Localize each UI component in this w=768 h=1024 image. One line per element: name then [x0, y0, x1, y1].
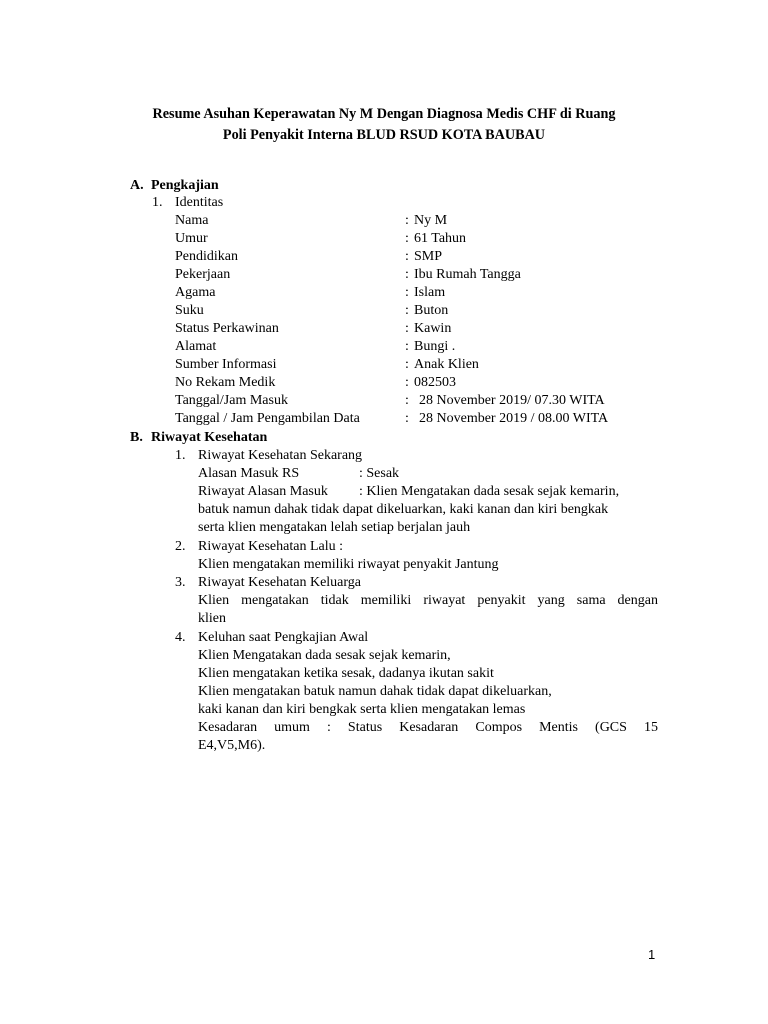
riwayat-alasan-label: Riwayat Alasan Masuk: [198, 484, 328, 499]
identitas-label-status-perkawinan: Status Perkawinan: [175, 321, 279, 336]
identitas-sep: :: [405, 267, 409, 282]
section-a-letter: A.: [130, 178, 144, 193]
b4-line-6: E4,V5,M6).: [198, 738, 266, 753]
identitas-label-pekerjaan: Pekerjaan: [175, 267, 231, 282]
identitas-value-suku: Buton: [414, 303, 449, 318]
b3-label: Riwayat Kesehatan Keluarga: [198, 575, 362, 590]
identitas-sep: :: [405, 249, 409, 264]
document-title: [0, 104, 768, 146]
b2-line-1: Klien mengatakan memiliki riwayat penyakit Jantung: [198, 557, 499, 572]
identitas-sep: :: [405, 321, 409, 336]
identitas-sep: :: [405, 375, 409, 390]
b4-line-2: Klien mengatakan ketika sesak, dadanya ikutan sakit: [198, 666, 494, 681]
identitas-sep: :: [405, 213, 409, 228]
identitas-value-alamat: Bungi .: [414, 339, 456, 354]
identitas-label: Identitas: [175, 195, 224, 210]
identitas-label-tanggal-masuk: Tanggal/Jam Masuk: [175, 393, 288, 408]
identitas-sep: :: [405, 231, 409, 246]
identitas-label-umur: Umur: [175, 231, 208, 246]
b3-line-1: Klien mengatakan tidak memiliki riwayat penyakit yang sama dengan: [198, 593, 658, 608]
title-line-2: Poli Penyakit Interna BLUD RSUD KOTA BAUBAU: [222, 127, 546, 143]
riwayat-alasan-line-2: batuk namun dahak tidak dapat dikeluarkan, kaki kanan dan kiri bengkak: [198, 502, 609, 517]
identitas-sep: :: [405, 393, 409, 408]
identitas-value-status-perkawinan: Kawin: [414, 321, 452, 336]
b2-label: Riwayat Kesehatan Lalu :: [198, 539, 344, 554]
identitas-label-pendidikan: Pendidikan: [175, 249, 238, 264]
identitas-value-tanggal-pengambilan: 28 November 2019 / 08.00 WITA: [419, 411, 609, 426]
b4-line-5: Kesadaran umum : Status Kesadaran Compos Mentis (GCS 15: [198, 720, 658, 735]
identitas-sep: :: [405, 303, 409, 318]
identitas-value-agama: Islam: [414, 285, 446, 300]
page-number: 1: [648, 947, 656, 962]
identitas-sep: :: [405, 339, 409, 354]
section-a-heading: Pengkajian: [151, 178, 219, 193]
identitas-label-suku: Suku: [175, 303, 204, 318]
riwayat-alasan-line-3: serta klien mengatakan lelah setiap berjalan jauh: [198, 520, 471, 535]
identitas-label-agama: Agama: [175, 285, 216, 300]
b1-number: 1.: [175, 448, 186, 463]
riwayat-alasan-line-1: : Klien Mengatakan dada sesak sejak kemarin,: [359, 484, 620, 499]
alasan-masuk-label: Alasan Masuk RS: [198, 466, 300, 481]
b1-label: Riwayat Kesehatan Sekarang: [198, 448, 363, 463]
identitas-number: 1.: [152, 195, 163, 210]
identitas-value-pekerjaan: Ibu Rumah Tangga: [414, 267, 521, 282]
identitas-sep: :: [405, 357, 409, 372]
identitas-value-nama: Ny M: [414, 213, 448, 228]
identitas-label-no-rekam-medik: No Rekam Medik: [175, 375, 276, 390]
b3-number: 3.: [175, 575, 186, 590]
b4-line-4: kaki kanan dan kiri bengkak serta klien mengatakan lemas: [198, 702, 526, 717]
b4-label: Keluhan saat Pengkajian Awal: [198, 630, 369, 645]
identitas-value-umur: 61 Tahun: [414, 231, 467, 246]
alasan-masuk-value: : Sesak: [359, 466, 400, 481]
identitas-value-no-rekam-medik: 082503: [414, 375, 456, 390]
identitas-value-sumber-informasi: Anak Klien: [414, 357, 479, 372]
b2-number: 2.: [175, 539, 186, 554]
b4-line-3: Klien mengatakan batuk namun dahak tidak dapat dikeluarkan,: [198, 684, 552, 699]
identitas-label-nama: Nama: [175, 213, 209, 228]
identitas-label-sumber-informasi: Sumber Informasi: [175, 357, 277, 372]
title-line-1: Resume Asuhan Keperawatan Ny M Dengan Diagnosa Medis CHF di Ruang: [152, 106, 616, 122]
section-b-letter: B.: [130, 430, 143, 445]
b4-line-1: Klien Mengatakan dada sesak sejak kemarin,: [198, 648, 451, 663]
identitas-label-alamat: Alamat: [175, 339, 217, 354]
identitas-sep: :: [405, 285, 409, 300]
identitas-label-tanggal-pengambilan: Tanggal / Jam Pengambilan Data: [175, 411, 360, 426]
identitas-value-tanggal-masuk: 28 November 2019/ 07.30 WITA: [419, 393, 605, 408]
identitas-value-pendidikan: SMP: [414, 249, 443, 264]
b3-line-2: klien: [198, 611, 226, 626]
section-b-heading: Riwayat Kesehatan: [151, 430, 268, 445]
identitas-sep: :: [405, 411, 409, 426]
b4-number: 4.: [175, 630, 186, 645]
